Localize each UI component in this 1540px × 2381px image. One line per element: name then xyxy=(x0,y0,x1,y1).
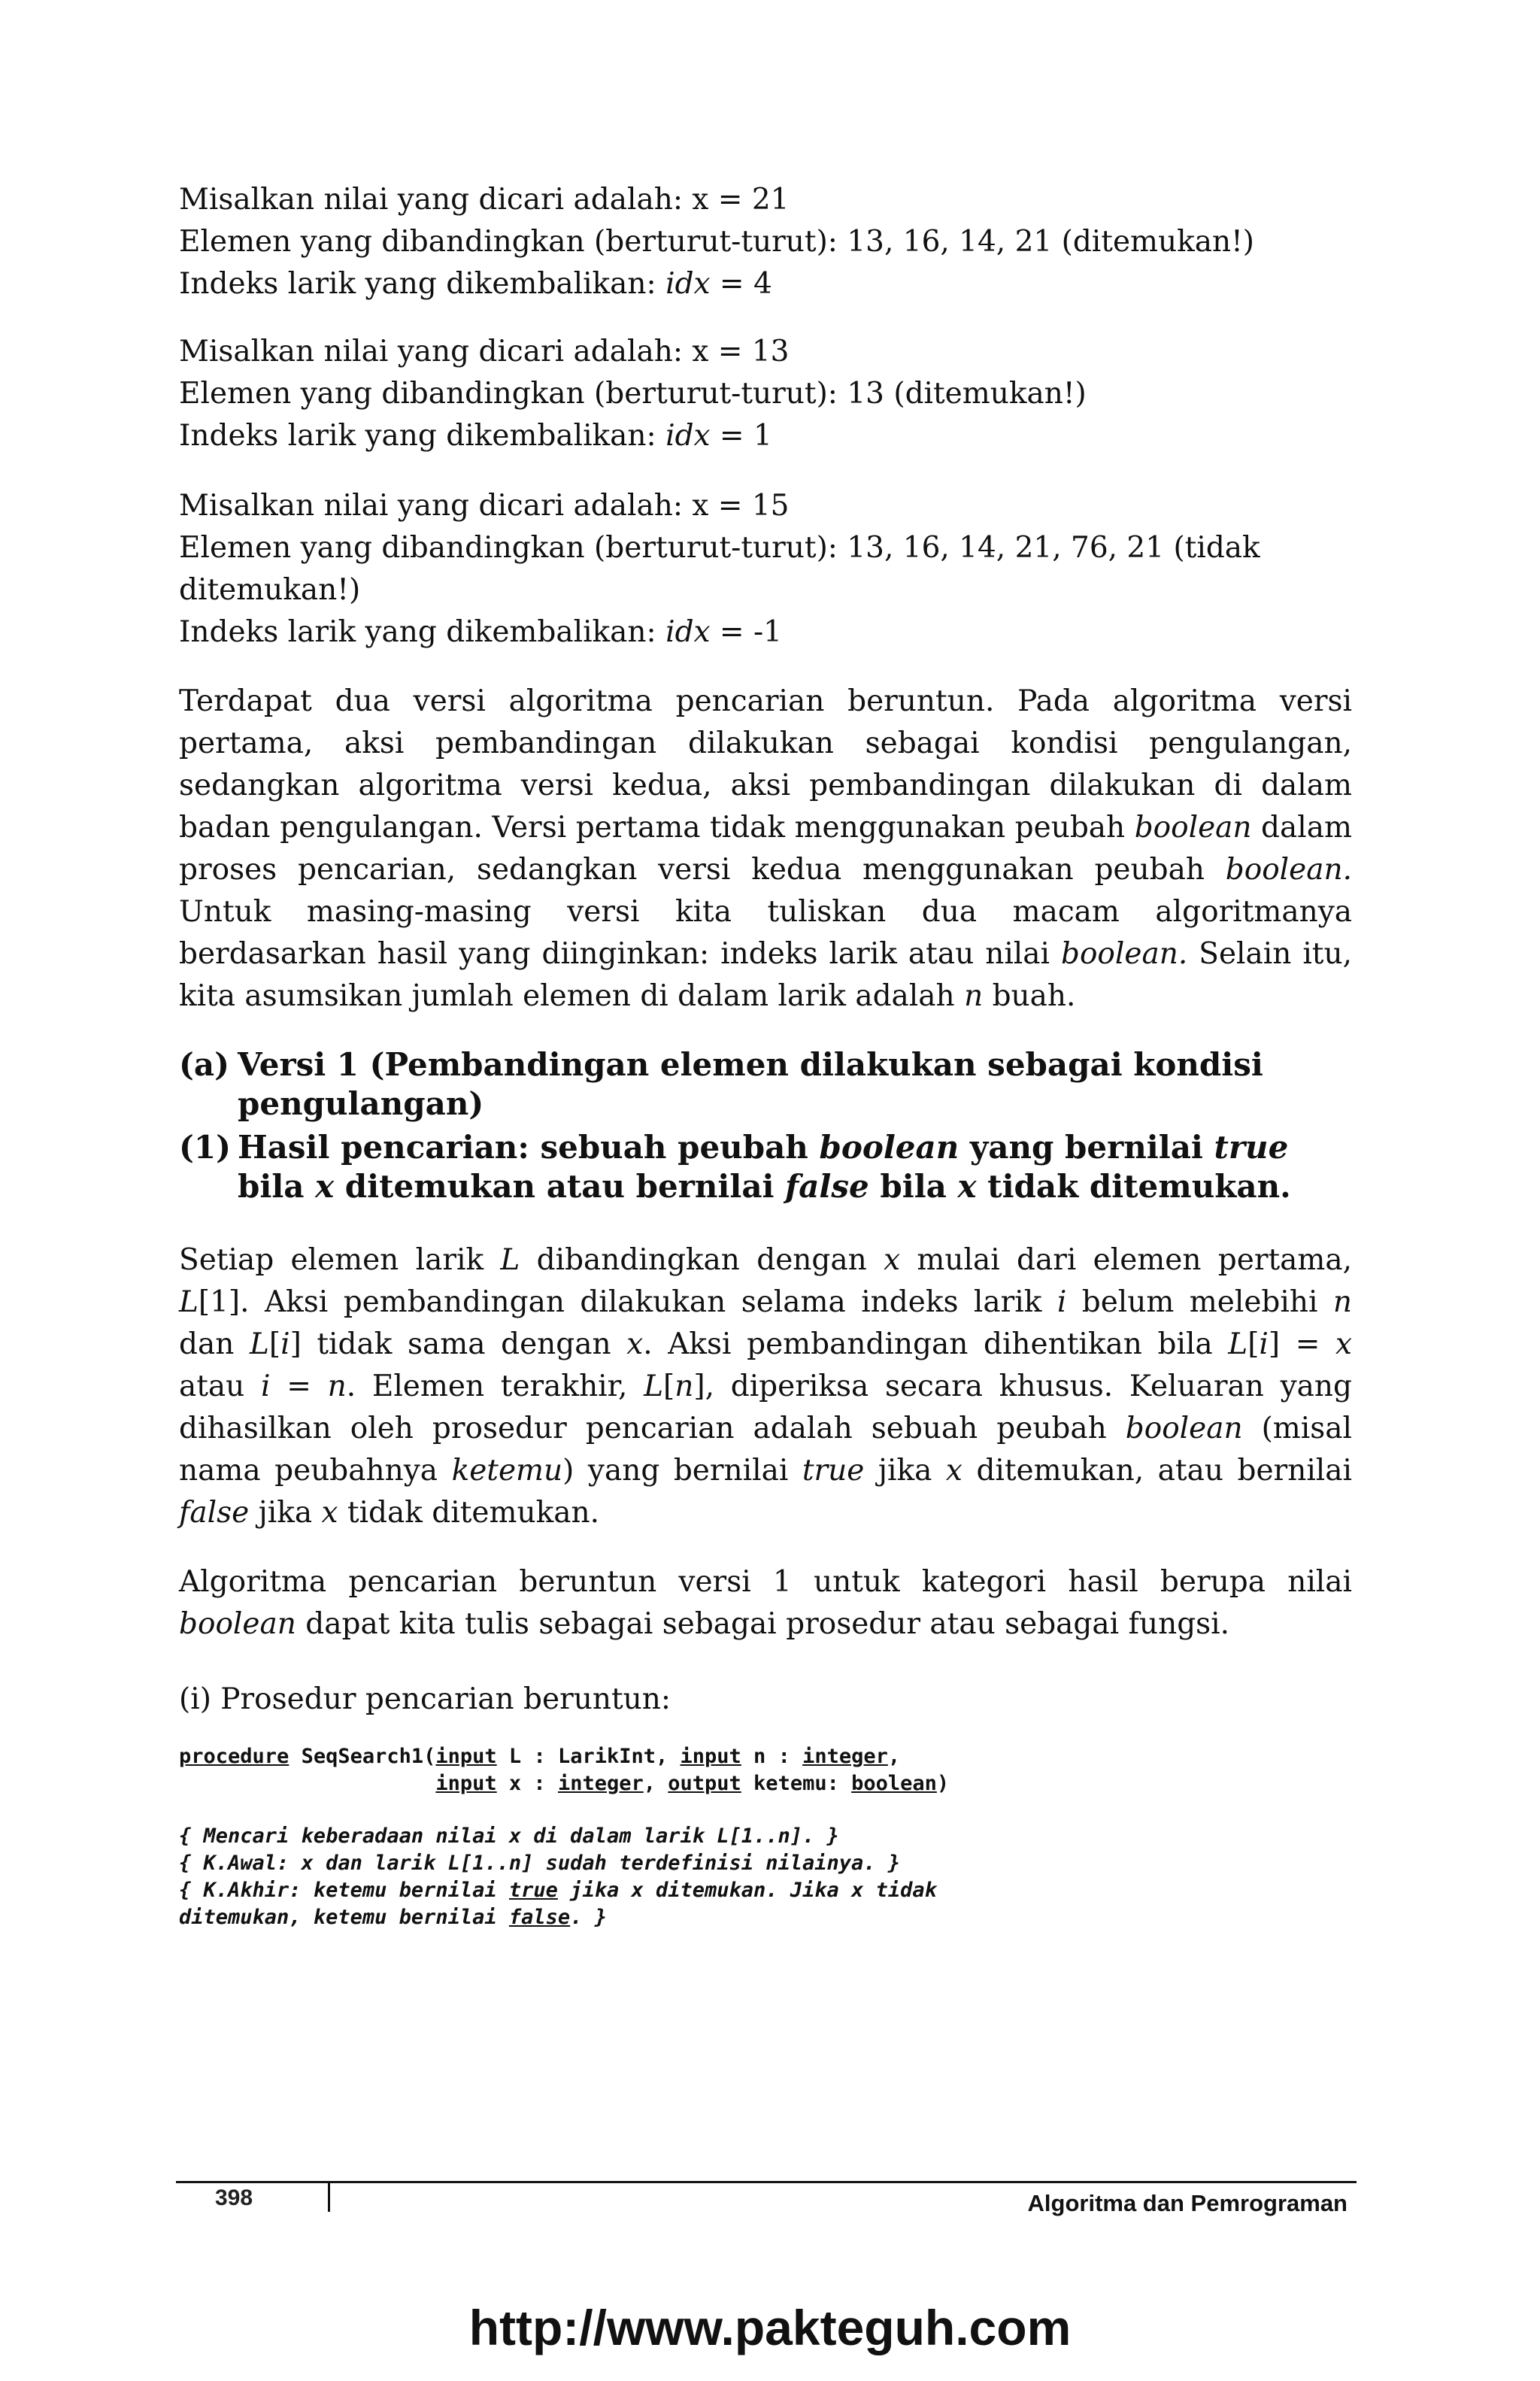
example-result: Indeks larik yang dikembalikan: idx = -1 xyxy=(179,615,782,649)
example-compared: Elemen yang dibandingkan (berturut-turut): 13, 16, 14, 21 (ditemukan!) xyxy=(179,225,1255,259)
example-result: Indeks larik yang dikembalikan: idx = 1 xyxy=(179,419,772,453)
page-number: 398 xyxy=(215,2185,253,2210)
example-query: Misalkan nilai yang dicari adalah: x = 15 xyxy=(179,489,790,523)
footer-rule xyxy=(176,2181,1357,2183)
example-compared: Elemen yang dibandingkan (berturut-turut): 13, 16, 14, 21, 76, 21 (tidak ditemukan!) xyxy=(179,531,1260,607)
code-comment: { K.Akhir: ketemu bernilai true jika x ditemukan. Jika x tidak xyxy=(179,1879,937,1902)
example-block-1 xyxy=(179,179,1352,305)
code-comment: ditemukan, ketemu bernilai false. } xyxy=(179,1906,607,1929)
footer-divider xyxy=(328,2183,330,2212)
example-block-3 xyxy=(179,485,1292,654)
code-block xyxy=(179,1743,1352,1931)
example-result: Indeks larik yang dikembalikan: idx = 4 xyxy=(179,267,772,301)
code-comment: { K.Awal: x dan larik L[1..n] sudah terdefinisi nilainya. } xyxy=(179,1852,901,1875)
description-paragraph: Setiap elemen larik L dibandingkan dengan x mulai dari elemen pertama, L[1]. Aksi pembandingan dilakukan selama indeks larik i belum melebihi n dan L[i] tidak sama dengan x. Aksi pembandingan dihentikan bila L[i] = x atau i = n. Elemen terakhir, L[n], diperiksa secara khusus. Keluaran yang dihasilkan oleh prosedur pencarian adalah sebuah peubah boolean (misal nama peubahnya ketemu) yang bernilai true jika x ditemukan, atau bernilai false jika x tidak ditemukan. xyxy=(179,1243,1353,1530)
example-query: Misalkan nilai yang dicari adalah: x = 13 xyxy=(179,335,790,369)
subsection-label: (i) Prosedur pencarian beruntun: xyxy=(179,1682,671,1716)
book-title: Algoritma dan Pemrograman xyxy=(1027,2190,1348,2216)
code-comment: { Mencari keberadaan nilai x di dalam larik L[1..n]. } xyxy=(179,1824,839,1848)
example-query: Misalkan nilai yang dicari adalah: x = 21 xyxy=(179,183,790,217)
section-heading-1: (1) Hasil pencarian: sebuah peubah boolean yang bernilai true bila x ditemukan atau bernilai false bila x tidak ditemukan. xyxy=(179,1129,1291,1205)
algorithm-intro-paragraph: Algoritma pencarian beruntun versi 1 untuk kategori hasil berupa nilai boolean dapat kita tulis sebagai sebagai prosedur atau sebagai fungsi. xyxy=(179,1565,1352,1641)
section-heading-a: (a) Versi 1 (Pembandingan elemen dilakukan sebagai kondisi pengulangan) xyxy=(179,1046,1263,1122)
example-compared: Elemen yang dibandingkan (berturut-turut): 13 (ditemukan!) xyxy=(179,377,1087,411)
code-signature-line-1: procedure SeqSearch1(input L : LarikInt, input n : integer, xyxy=(179,1745,901,1768)
example-block-2 xyxy=(179,331,1352,457)
website-url: http://www.pakteguh.com xyxy=(468,2300,1072,2355)
code-signature-line-2: input x : integer, output ketemu: boolean) xyxy=(435,1772,950,1795)
intro-paragraph: Terdapat dua versi algoritma pencarian beruntun. Pada algoritma versi pertama, aksi pembandingan dilakukan sebagai kondisi pengulangan, sedangkan algoritma versi kedua, aksi pembandingan dilakukan di dalam badan pengulangan. Versi pertama tidak menggunakan peubah boolean dalam proses pencarian, sedangkan versi kedua menggunakan peubah boolean. Untuk masing-masing versi kita tuliskan dua macam algoritmanya berdasarkan hasil yang diinginkan: indeks larik atau nilai boolean. Selain itu, kita asumsikan jumlah elemen di dalam larik adalah n buah. xyxy=(179,684,1352,1013)
